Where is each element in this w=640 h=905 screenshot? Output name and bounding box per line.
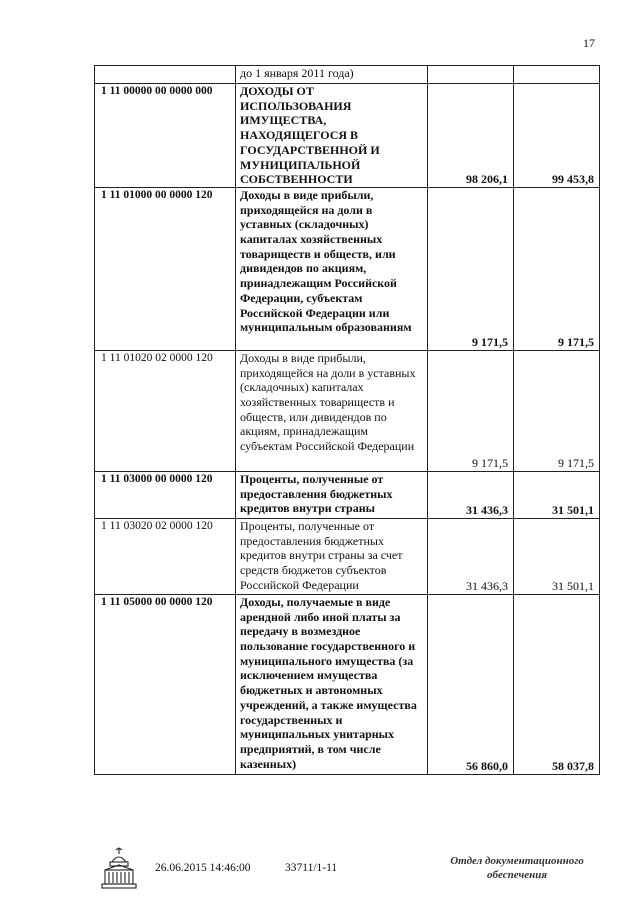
row-name: до 1 января 2011 года) bbox=[236, 66, 428, 84]
table-row bbox=[95, 594, 600, 774]
row-value-2015: 9 171,5 bbox=[514, 187, 600, 350]
row-code: 1 11 01000 00 0000 120 bbox=[95, 187, 236, 350]
row-value-2014: 9 171,5 bbox=[428, 350, 514, 471]
footer bbox=[0, 846, 640, 896]
duma-building-icon bbox=[100, 846, 138, 892]
table-row bbox=[95, 66, 600, 84]
row-code: 1 11 05000 00 0000 120 bbox=[95, 594, 236, 774]
row-value-2014 bbox=[428, 66, 514, 84]
row-value-2014: 98 206,1 bbox=[428, 84, 514, 188]
row-name: Проценты, полученные от предоставления бюджетных кредитов внутри страны bbox=[236, 471, 428, 518]
row-code: 1 11 03000 00 0000 120 bbox=[95, 471, 236, 518]
table-row bbox=[95, 471, 600, 518]
row-value-2015: 31 501,1 bbox=[514, 471, 600, 518]
row-name: Доходы в виде прибыли, приходящейся на доли в уставных (складочных) капиталах хозяйственных товариществ и обществ, или дивидендов по акциям, принадлежащим субъектам Российской Федерации bbox=[236, 350, 428, 471]
footer-datetime: 26.06.2015 14:46:00 bbox=[155, 862, 251, 874]
table-row bbox=[95, 84, 600, 188]
table-row bbox=[95, 518, 600, 594]
footer-doc-code: 33711/1-11 bbox=[285, 862, 338, 874]
footer-department-stamp bbox=[432, 854, 602, 882]
row-value-2014: 9 171,5 bbox=[428, 187, 514, 350]
footer-dept-line2: обеспечения bbox=[486, 869, 547, 881]
footer-dept-line1: Отдел документационного bbox=[450, 855, 584, 867]
row-code: 1 11 01020 02 0000 120 bbox=[95, 350, 236, 471]
row-name: Доходы в виде прибыли, приходящейся на доли в уставных (складочных) капиталах хозяйственных товариществ и обществ, или дивидендов по акциям, принадлежащим Российской Федерации, субъектам Российской Федерации или муниципальным образованиям bbox=[236, 187, 428, 350]
row-value-2015 bbox=[514, 66, 600, 84]
row-value-2014: 56 860,0 bbox=[428, 594, 514, 774]
row-value-2015: 31 501,1 bbox=[514, 518, 600, 594]
row-code bbox=[95, 66, 236, 84]
row-name: Проценты, полученные от предоставления бюджетных кредитов внутри страны за счет средств бюджетов субъектов Российской Федерации bbox=[236, 518, 428, 594]
table-row bbox=[95, 350, 600, 471]
page-number: 17 bbox=[583, 36, 595, 50]
revenue-table bbox=[94, 65, 600, 775]
row-name: Доходы, получаемые в виде арендной либо иной платы за передачу в возмездное пользование государственного и муниципального имущества (за исключением имущества бюджетных и автономных учреждений, а также имущества государственных и муниципальных унитарных предприятий, в том числе казенных) bbox=[236, 594, 428, 774]
row-name: ДОХОДЫ ОТ ИСПОЛЬЗОВАНИЯ ИМУЩЕСТВА, НАХОДЯЩЕГОСЯ В ГОСУДАРСТВЕННОЙ И МУНИЦИПАЛЬНОЙ СОБСТВЕННОСТИ bbox=[236, 84, 428, 188]
row-value-2014: 31 436,3 bbox=[428, 471, 514, 518]
row-code: 1 11 03020 02 0000 120 bbox=[95, 518, 236, 594]
row-value-2014: 31 436,3 bbox=[428, 518, 514, 594]
row-value-2015: 58 037,8 bbox=[514, 594, 600, 774]
revenue-table-body bbox=[95, 66, 600, 775]
table-row bbox=[95, 187, 600, 350]
row-value-2015: 99 453,8 bbox=[514, 84, 600, 188]
row-code: 1 11 00000 00 0000 000 bbox=[95, 84, 236, 188]
row-value-2015: 9 171,5 bbox=[514, 350, 600, 471]
